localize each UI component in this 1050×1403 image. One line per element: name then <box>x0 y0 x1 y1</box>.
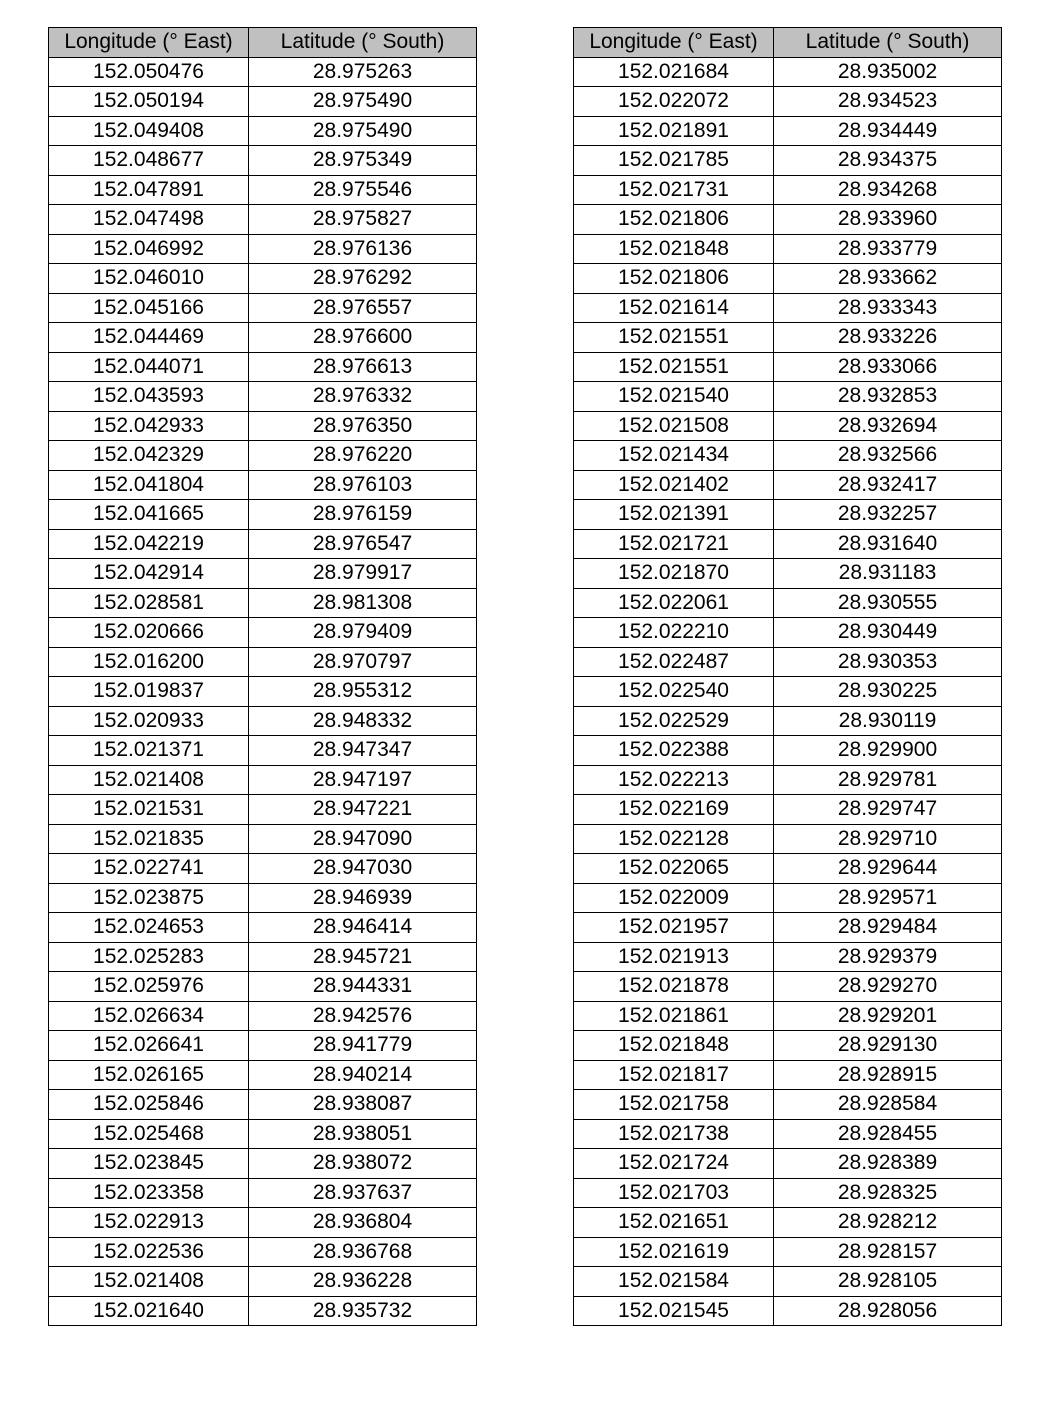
longitude-cell: 152.022487 <box>574 647 774 677</box>
latitude-cell: 28.976350 <box>249 411 477 441</box>
table-row <box>49 470 477 500</box>
table-row <box>574 1149 1002 1179</box>
table-row <box>49 972 477 1002</box>
table-row <box>574 1208 1002 1238</box>
longitude-cell: 152.021848 <box>574 234 774 264</box>
latitude-cell: 28.929130 <box>774 1031 1002 1061</box>
table-row <box>574 441 1002 471</box>
longitude-cell: 152.025283 <box>49 942 249 972</box>
table-row <box>574 736 1002 766</box>
longitude-cell: 152.021545 <box>574 1296 774 1326</box>
longitude-cell: 152.021434 <box>574 441 774 471</box>
table-row <box>574 1031 1002 1061</box>
longitude-cell: 152.021584 <box>574 1267 774 1297</box>
latitude-cell: 28.947197 <box>249 765 477 795</box>
latitude-cell: 28.970797 <box>249 647 477 677</box>
latitude-cell: 28.938051 <box>249 1119 477 1149</box>
latitude-cell: 28.948332 <box>249 706 477 736</box>
table-row <box>49 942 477 972</box>
longitude-cell: 152.022529 <box>574 706 774 736</box>
latitude-cell: 28.946414 <box>249 913 477 943</box>
latitude-cell: 28.934449 <box>774 116 1002 146</box>
table-header-row <box>574 28 1002 58</box>
longitude-cell: 152.022388 <box>574 736 774 766</box>
latitude-cell: 28.929270 <box>774 972 1002 1002</box>
longitude-cell: 152.021508 <box>574 411 774 441</box>
longitude-cell: 152.023875 <box>49 883 249 913</box>
longitude-cell: 152.021848 <box>574 1031 774 1061</box>
longitude-cell: 152.041665 <box>49 500 249 530</box>
table-row <box>574 765 1002 795</box>
latitude-cell: 28.935732 <box>249 1296 477 1326</box>
latitude-cell: 28.928157 <box>774 1237 1002 1267</box>
longitude-cell: 152.021540 <box>574 382 774 412</box>
latitude-cell: 28.976159 <box>249 500 477 530</box>
latitude-cell: 28.932417 <box>774 470 1002 500</box>
table-row <box>574 264 1002 294</box>
longitude-cell: 152.042914 <box>49 559 249 589</box>
table-row <box>49 382 477 412</box>
longitude-cell: 152.022210 <box>574 618 774 648</box>
table-row <box>49 323 477 353</box>
longitude-cell: 152.021758 <box>574 1090 774 1120</box>
latitude-cell: 28.931183 <box>774 559 1002 589</box>
table-row <box>574 411 1002 441</box>
latitude-cell: 28.930353 <box>774 647 1002 677</box>
latitude-cell: 28.928389 <box>774 1149 1002 1179</box>
latitude-cell: 28.930449 <box>774 618 1002 648</box>
latitude-cell: 28.929900 <box>774 736 1002 766</box>
table-row <box>49 116 477 146</box>
longitude-cell: 152.021913 <box>574 942 774 972</box>
latitude-cell: 28.946939 <box>249 883 477 913</box>
longitude-cell: 152.046010 <box>49 264 249 294</box>
latitude-cell: 28.976103 <box>249 470 477 500</box>
table-row <box>49 1237 477 1267</box>
longitude-cell: 152.025468 <box>49 1119 249 1149</box>
latitude-cell: 28.929201 <box>774 1001 1002 1031</box>
table-row <box>49 175 477 205</box>
longitude-cell: 152.021684 <box>574 57 774 87</box>
longitude-cell: 152.042933 <box>49 411 249 441</box>
latitude-cell: 28.933226 <box>774 323 1002 353</box>
longitude-cell: 152.024653 <box>49 913 249 943</box>
longitude-cell: 152.021806 <box>574 205 774 235</box>
longitude-cell: 152.021817 <box>574 1060 774 1090</box>
longitude-cell: 152.021806 <box>574 264 774 294</box>
longitude-cell: 152.019837 <box>49 677 249 707</box>
table-row <box>574 824 1002 854</box>
table-row <box>574 913 1002 943</box>
table-row <box>49 795 477 825</box>
coordinates-table-left <box>48 27 477 1326</box>
latitude-cell: 28.929484 <box>774 913 1002 943</box>
table-body <box>49 57 477 1326</box>
latitude-cell: 28.976613 <box>249 352 477 382</box>
longitude-cell: 152.021408 <box>49 765 249 795</box>
longitude-cell: 152.021738 <box>574 1119 774 1149</box>
latitude-cell: 28.929781 <box>774 765 1002 795</box>
longitude-cell: 152.046992 <box>49 234 249 264</box>
table-body <box>574 57 1002 1326</box>
latitude-cell: 28.930555 <box>774 588 1002 618</box>
latitude-cell: 28.933779 <box>774 234 1002 264</box>
table-row <box>49 234 477 264</box>
longitude-cell: 152.022213 <box>574 765 774 795</box>
table-row <box>574 352 1002 382</box>
table-row <box>574 205 1002 235</box>
latitude-cell: 28.975827 <box>249 205 477 235</box>
table-row <box>49 1031 477 1061</box>
latitude-cell: 28.933662 <box>774 264 1002 294</box>
longitude-cell: 152.021651 <box>574 1208 774 1238</box>
latitude-cell: 28.940214 <box>249 1060 477 1090</box>
longitude-cell: 152.021551 <box>574 323 774 353</box>
latitude-cell: 28.932853 <box>774 382 1002 412</box>
table-row <box>49 264 477 294</box>
table-row <box>574 500 1002 530</box>
table-row <box>49 205 477 235</box>
table-row <box>49 913 477 943</box>
latitude-cell: 28.938072 <box>249 1149 477 1179</box>
table-row <box>574 175 1002 205</box>
longitude-cell: 152.022128 <box>574 824 774 854</box>
latitude-cell: 28.930119 <box>774 706 1002 736</box>
table-row <box>49 1090 477 1120</box>
latitude-cell: 28.932694 <box>774 411 1002 441</box>
longitude-cell: 152.021835 <box>49 824 249 854</box>
longitude-cell: 152.022072 <box>574 87 774 117</box>
latitude-cell: 28.976220 <box>249 441 477 471</box>
table-row <box>574 382 1002 412</box>
latitude-cell: 28.934523 <box>774 87 1002 117</box>
longitude-cell: 152.043593 <box>49 382 249 412</box>
latitude-cell: 28.975349 <box>249 146 477 176</box>
table-row <box>574 942 1002 972</box>
longitude-cell: 152.026641 <box>49 1031 249 1061</box>
longitude-cell: 152.050194 <box>49 87 249 117</box>
longitude-cell: 152.044469 <box>49 323 249 353</box>
longitude-cell: 152.022536 <box>49 1237 249 1267</box>
latitude-cell: 28.947090 <box>249 824 477 854</box>
longitude-cell: 152.042219 <box>49 529 249 559</box>
table-row <box>49 618 477 648</box>
table-row <box>49 1119 477 1149</box>
table-row <box>49 647 477 677</box>
longitude-cell: 152.021614 <box>574 293 774 323</box>
table-row <box>49 87 477 117</box>
longitude-cell: 152.047498 <box>49 205 249 235</box>
latitude-cell: 28.938087 <box>249 1090 477 1120</box>
table-row <box>574 293 1002 323</box>
longitude-header: Longitude (° East) <box>574 28 774 58</box>
table-row <box>574 972 1002 1002</box>
longitude-cell: 152.022540 <box>574 677 774 707</box>
table-row <box>574 323 1002 353</box>
latitude-cell: 28.933066 <box>774 352 1002 382</box>
latitude-cell: 28.929644 <box>774 854 1002 884</box>
table-row <box>49 57 477 87</box>
latitude-cell: 28.976332 <box>249 382 477 412</box>
longitude-cell: 152.042329 <box>49 441 249 471</box>
latitude-header: Latitude (° South) <box>249 28 477 58</box>
table-row <box>574 1267 1002 1297</box>
longitude-cell: 152.021724 <box>574 1149 774 1179</box>
latitude-cell: 28.932257 <box>774 500 1002 530</box>
longitude-cell: 152.022009 <box>574 883 774 913</box>
latitude-cell: 28.955312 <box>249 677 477 707</box>
longitude-cell: 152.021408 <box>49 1267 249 1297</box>
table-row <box>49 588 477 618</box>
table-row <box>574 146 1002 176</box>
table-row <box>574 795 1002 825</box>
table-row <box>574 854 1002 884</box>
longitude-cell: 152.021878 <box>574 972 774 1002</box>
longitude-cell: 152.047891 <box>49 175 249 205</box>
longitude-cell: 152.026634 <box>49 1001 249 1031</box>
table-row <box>574 1237 1002 1267</box>
latitude-cell: 28.975546 <box>249 175 477 205</box>
latitude-cell: 28.935002 <box>774 57 1002 87</box>
latitude-cell: 28.944331 <box>249 972 477 1002</box>
table-row <box>574 1296 1002 1326</box>
longitude-cell: 152.049408 <box>49 116 249 146</box>
longitude-cell: 152.041804 <box>49 470 249 500</box>
longitude-cell: 152.021703 <box>574 1178 774 1208</box>
latitude-cell: 28.947030 <box>249 854 477 884</box>
table-row <box>574 57 1002 87</box>
latitude-cell: 28.976136 <box>249 234 477 264</box>
table-row <box>574 1178 1002 1208</box>
latitude-cell: 28.928325 <box>774 1178 1002 1208</box>
latitude-cell: 28.975490 <box>249 116 477 146</box>
latitude-cell: 28.931640 <box>774 529 1002 559</box>
table-row <box>574 1090 1002 1120</box>
table-header-row <box>49 28 477 58</box>
table-row <box>574 1060 1002 1090</box>
table-row <box>49 706 477 736</box>
table-row <box>574 677 1002 707</box>
table-row <box>49 765 477 795</box>
table-row <box>49 854 477 884</box>
longitude-cell: 152.021619 <box>574 1237 774 1267</box>
latitude-cell: 28.976557 <box>249 293 477 323</box>
latitude-cell: 28.936768 <box>249 1237 477 1267</box>
latitude-cell: 28.936228 <box>249 1267 477 1297</box>
latitude-cell: 28.929379 <box>774 942 1002 972</box>
longitude-cell: 152.025976 <box>49 972 249 1002</box>
longitude-cell: 152.021531 <box>49 795 249 825</box>
table-row <box>574 1001 1002 1031</box>
table-row <box>574 529 1002 559</box>
longitude-cell: 152.026165 <box>49 1060 249 1090</box>
longitude-cell: 152.023358 <box>49 1178 249 1208</box>
latitude-cell: 28.934375 <box>774 146 1002 176</box>
longitude-cell: 152.021402 <box>574 470 774 500</box>
longitude-cell: 152.022065 <box>574 854 774 884</box>
longitude-cell: 152.020933 <box>49 706 249 736</box>
latitude-cell: 28.928105 <box>774 1267 1002 1297</box>
longitude-cell: 152.022913 <box>49 1208 249 1238</box>
latitude-cell: 28.947347 <box>249 736 477 766</box>
latitude-cell: 28.933343 <box>774 293 1002 323</box>
longitude-cell: 152.021731 <box>574 175 774 205</box>
table-row <box>49 529 477 559</box>
longitude-cell: 152.021891 <box>574 116 774 146</box>
latitude-cell: 28.928056 <box>774 1296 1002 1326</box>
latitude-cell: 28.928915 <box>774 1060 1002 1090</box>
latitude-cell: 28.934268 <box>774 175 1002 205</box>
latitude-cell: 28.947221 <box>249 795 477 825</box>
longitude-cell: 152.021861 <box>574 1001 774 1031</box>
table-row <box>574 234 1002 264</box>
longitude-cell: 152.050476 <box>49 57 249 87</box>
longitude-cell: 152.020666 <box>49 618 249 648</box>
latitude-cell: 28.975490 <box>249 87 477 117</box>
table-row <box>574 647 1002 677</box>
table-row <box>49 1296 477 1326</box>
table-row <box>49 352 477 382</box>
table-row <box>49 441 477 471</box>
longitude-cell: 152.022061 <box>574 588 774 618</box>
longitude-cell: 152.022741 <box>49 854 249 884</box>
table-row <box>574 1119 1002 1149</box>
longitude-cell: 152.023845 <box>49 1149 249 1179</box>
longitude-cell: 152.028581 <box>49 588 249 618</box>
table-row <box>49 677 477 707</box>
latitude-cell: 28.929571 <box>774 883 1002 913</box>
latitude-cell: 28.942576 <box>249 1001 477 1031</box>
latitude-cell: 28.932566 <box>774 441 1002 471</box>
latitude-cell: 28.979917 <box>249 559 477 589</box>
latitude-cell: 28.937637 <box>249 1178 477 1208</box>
latitude-cell: 28.928455 <box>774 1119 1002 1149</box>
longitude-cell: 152.048677 <box>49 146 249 176</box>
latitude-cell: 28.976547 <box>249 529 477 559</box>
table-row <box>49 500 477 530</box>
table-row <box>49 146 477 176</box>
table-row <box>49 1267 477 1297</box>
table-row <box>49 559 477 589</box>
longitude-cell: 152.022169 <box>574 795 774 825</box>
latitude-cell: 28.981308 <box>249 588 477 618</box>
coordinates-table-right <box>573 27 1002 1326</box>
longitude-cell: 152.021391 <box>574 500 774 530</box>
table-row <box>574 87 1002 117</box>
table-row <box>49 411 477 441</box>
table-row <box>49 1149 477 1179</box>
latitude-cell: 28.976292 <box>249 264 477 294</box>
table-row <box>49 1178 477 1208</box>
longitude-cell: 152.021371 <box>49 736 249 766</box>
latitude-cell: 28.929747 <box>774 795 1002 825</box>
longitude-cell: 152.021721 <box>574 529 774 559</box>
table-row <box>49 1060 477 1090</box>
longitude-cell: 152.016200 <box>49 647 249 677</box>
longitude-cell: 152.021957 <box>574 913 774 943</box>
latitude-cell: 28.928212 <box>774 1208 1002 1238</box>
table-row <box>49 293 477 323</box>
table-row <box>574 559 1002 589</box>
table-row <box>574 116 1002 146</box>
table-row <box>574 883 1002 913</box>
longitude-cell: 152.025846 <box>49 1090 249 1120</box>
latitude-cell: 28.936804 <box>249 1208 477 1238</box>
table-row <box>574 470 1002 500</box>
table-row <box>574 618 1002 648</box>
longitude-cell: 152.021640 <box>49 1296 249 1326</box>
latitude-cell: 28.930225 <box>774 677 1002 707</box>
latitude-header: Latitude (° South) <box>774 28 1002 58</box>
longitude-cell: 152.021870 <box>574 559 774 589</box>
table-row <box>49 1001 477 1031</box>
table-row <box>49 883 477 913</box>
table-row <box>574 588 1002 618</box>
latitude-cell: 28.976600 <box>249 323 477 353</box>
longitude-cell: 152.045166 <box>49 293 249 323</box>
table-row <box>49 1208 477 1238</box>
longitude-cell: 152.021551 <box>574 352 774 382</box>
latitude-cell: 28.929710 <box>774 824 1002 854</box>
latitude-cell: 28.975263 <box>249 57 477 87</box>
latitude-cell: 28.979409 <box>249 618 477 648</box>
table-row <box>49 824 477 854</box>
latitude-cell: 28.941779 <box>249 1031 477 1061</box>
table-row <box>574 706 1002 736</box>
longitude-cell: 152.044071 <box>49 352 249 382</box>
latitude-cell: 28.928584 <box>774 1090 1002 1120</box>
longitude-header: Longitude (° East) <box>49 28 249 58</box>
table-row <box>49 736 477 766</box>
longitude-cell: 152.021785 <box>574 146 774 176</box>
latitude-cell: 28.933960 <box>774 205 1002 235</box>
latitude-cell: 28.945721 <box>249 942 477 972</box>
